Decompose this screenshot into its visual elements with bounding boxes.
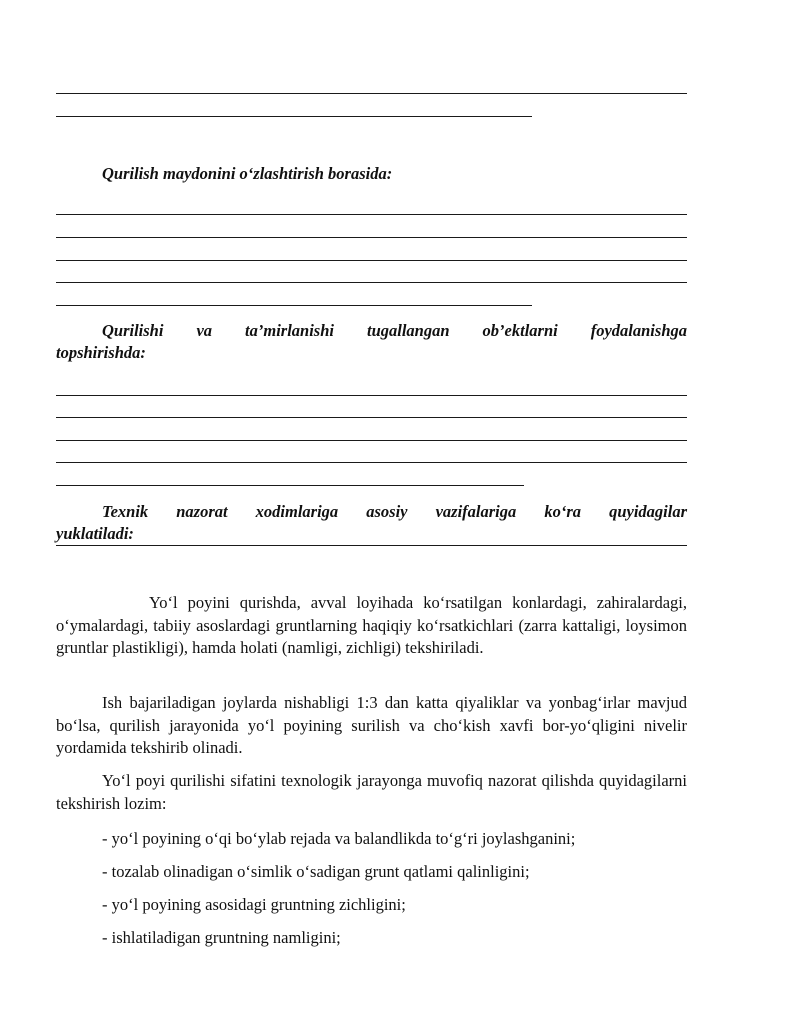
blank-line: [56, 237, 687, 238]
blank-line: [56, 305, 532, 306]
blank-line: [56, 116, 532, 117]
paragraph: Yo‘l poyini qurishda, avval loyihada ko‘rsatilgan konlardagi, zahiralardagi, o‘ymalardagi, tabiiy asoslardagi gruntlarning haqiqiy ko‘rsatkichlari (zarra kattaligi, loysimon gruntlar plastikligi), hamda holati (namligi, zichligi) tekshiriladi.: [56, 593, 687, 657]
list-item: - tozalab olinadigan o‘simlik o‘sadigan grunt qatlami qalinligini;: [102, 862, 530, 881]
blank-line: [56, 214, 687, 215]
blank-line: [56, 417, 687, 418]
blank-line: [56, 440, 687, 441]
heading-underline: [56, 545, 687, 546]
paragraph: Ish bajariladigan joylarda nishabligi 1:3 dan katta qiyaliklar va yonbag‘irlar mavjud bo‘lsa, qurilish jarayonida yo‘l poyining surilish va cho‘kish xavfi bor-yo‘qligini nivelir yordamida tekshirib olinadi.: [56, 693, 687, 757]
blank-line: [56, 282, 687, 283]
section-heading: Qurilish maydonini o‘zlashtirish borasida:: [102, 164, 393, 183]
list-item: - yo‘l poyining o‘qi bo‘ylab rejada va balandlikda to‘g‘ri joylashganini;: [102, 829, 576, 848]
list-item: - ishlatiladigan gruntning namligini;: [102, 928, 341, 947]
blank-line: [56, 395, 687, 396]
blank-line: [56, 93, 687, 94]
list-item: - yo‘l poyining asosidagi gruntning zichligini;: [102, 895, 406, 914]
blank-line: [56, 485, 524, 486]
section-heading: Qurilishi va ta’mirlanishi tugallangan ob’ektlarni foydalanishga topshirishda:: [56, 321, 687, 362]
paragraph: Yo‘l poyi qurilishi sifatini texnologik jarayonga muvofiq nazorat qilishda quyidagilarni tekshirish lozim:: [56, 771, 687, 813]
blank-line: [56, 260, 687, 261]
section-heading: Texnik nazorat xodimlariga asosiy vazifalariga ko‘ra quyidagilar yuklatiladi:: [56, 502, 687, 543]
blank-line: [56, 462, 687, 463]
